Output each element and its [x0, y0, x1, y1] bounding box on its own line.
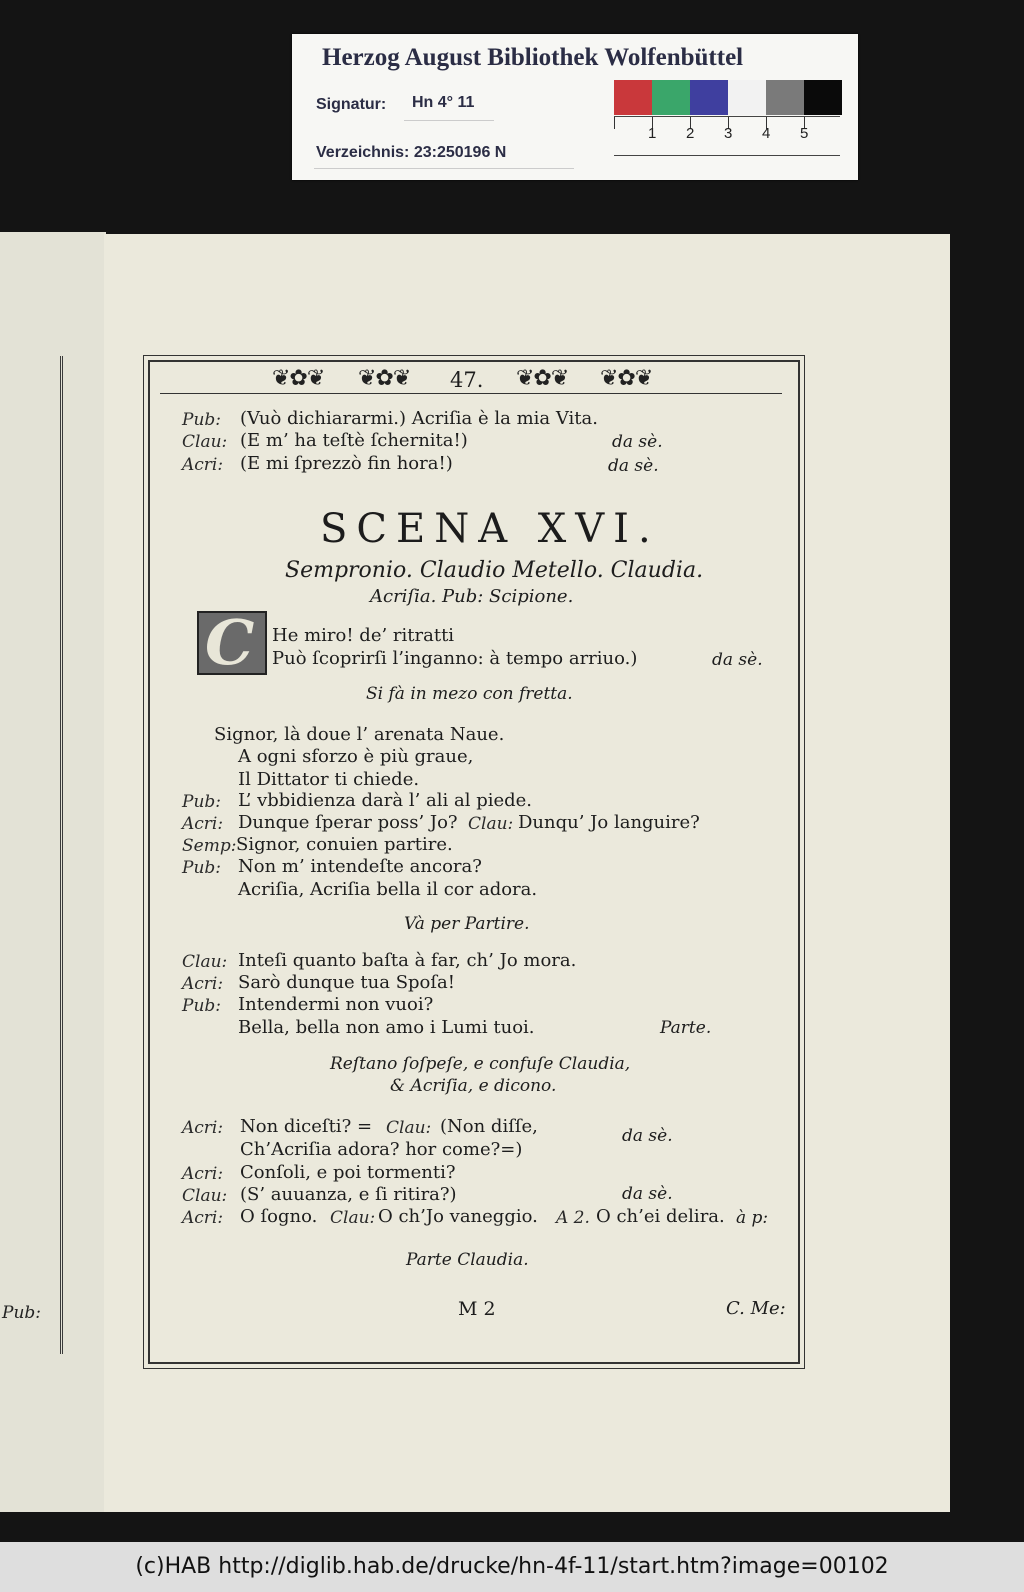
dialogue-line: Può ſcoprirſi l’inganno: à tempo arriuo.) — [272, 648, 638, 669]
verzeichnis-underline — [314, 168, 574, 169]
ornament-icon: ❦✿❦ — [358, 366, 411, 391]
catchword: C. Me: — [726, 1298, 786, 1319]
speaker-label: Pub: — [182, 410, 221, 430]
caption-text: (c)HAB http://diglib.hab.de/drucke/hn-4f-11/start.htm?image=00102 — [135, 1554, 889, 1579]
stage-direction: Si fà in mezo con fretta. — [366, 684, 573, 704]
speaker-label: Semp: — [182, 836, 237, 856]
dialogue-line: Non diceſti? = — [240, 1116, 373, 1137]
dialogue-line: (E m’ ha teſtè ſchernita!) — [240, 430, 468, 451]
copyright-caption — [0, 1542, 1024, 1592]
ornament-icon: ❦✿❦ — [516, 366, 569, 391]
facing-page-frame — [0, 356, 63, 1354]
dialogue-line: Sarò dunque tua Spoſa! — [238, 972, 456, 993]
dialogue-line: Conſoli, e poi tormenti? — [240, 1162, 456, 1183]
library-label — [292, 34, 858, 180]
stage-direction: Reſtano ſoſpeſe, e confuſe Claudia, — [330, 1054, 631, 1074]
speaker-label: Acri: — [182, 814, 224, 834]
green-swatch — [652, 80, 690, 115]
speaker-label: Pub: — [182, 792, 221, 812]
scale-ruler — [614, 116, 840, 162]
speaker-label: Acri: — [182, 455, 224, 475]
aside-direction: à p: — [736, 1208, 769, 1228]
aside-direction: da sè. — [612, 432, 663, 452]
dialogue-line: O ch’ei delira. — [596, 1206, 725, 1227]
signatur-value: Hn 4° 11 — [412, 94, 475, 111]
drop-cap: C — [205, 606, 255, 679]
speaker-label: Acri: — [182, 1118, 224, 1138]
speaker-label: Clau: — [182, 1186, 228, 1206]
scene-heading: SCENA XVI. — [320, 506, 660, 552]
speaker-label: Acri: — [182, 1208, 224, 1228]
exit-direction: Parte. — [660, 1018, 712, 1038]
signature-mark: M 2 — [458, 1298, 496, 1320]
scene-characters: Sempronio. Claudio Metello. Claudia. — [285, 558, 704, 583]
dialogue-line: A ogni sforzo è più graue, — [238, 746, 474, 767]
black-swatch — [804, 80, 842, 115]
stage-direction: Và per Partire. — [404, 914, 530, 934]
dialogue-line: O ſogno. — [240, 1206, 318, 1227]
blue-swatch — [690, 80, 728, 115]
aside-direction: da sè. — [622, 1184, 673, 1204]
signatur-label: Signatur: — [316, 96, 387, 113]
speaker-label: Clau: — [182, 952, 228, 972]
dialogue-line: Dunque ſperar poss’ Jo? — [238, 812, 458, 833]
aside-direction: da sè. — [608, 456, 659, 476]
dialogue-line: Dunqu’ Jo languire? — [518, 812, 700, 833]
dialogue-line: Intendermi non vuoi? — [238, 994, 434, 1015]
gray-swatch — [766, 80, 804, 115]
dialogue-line: Inteſi quanto baſta à far, ch’ Jo mora. — [238, 950, 577, 971]
ruler-number: 1 — [648, 125, 657, 142]
stage-direction: Parte Claudia. — [406, 1250, 529, 1270]
ruler-number: 3 — [724, 125, 733, 142]
dialogue-line: L’ vbbidienza darà l’ ali al piede. — [238, 790, 533, 811]
dialogue-line: Bella, bella non amo i Lumi tuoi. — [238, 1017, 535, 1038]
dialogue-line: Ch’Acriſia adora? hor come?=) — [240, 1139, 523, 1160]
speaker-label: Clau: — [468, 814, 514, 834]
dialogue-line: (S’ auuanza, e ſi ritira?) — [240, 1184, 457, 1205]
scene-characters: Acriſia. Pub: Scipione. — [370, 586, 574, 607]
dialogue-line: Signor, conuien partire. — [236, 834, 453, 855]
ornament-icon: ❦✿❦ — [272, 366, 325, 391]
verzeichnis: Verzeichnis: 23:250196 N — [316, 144, 507, 161]
stage-direction: & Acriſia, e dicono. — [390, 1076, 557, 1096]
dialogue-line: (Vuò dichiararmi.) Acriſia è la mia Vita. — [240, 408, 598, 429]
dialogue-line: Acriſia, Acriſia bella il cor adora. — [238, 879, 538, 900]
ruler-number: 4 — [762, 125, 771, 142]
speaker-label: Clau: — [330, 1208, 376, 1228]
speaker-label: Clau: — [182, 432, 228, 452]
white-swatch — [728, 80, 766, 115]
header-rule — [160, 393, 782, 394]
speaker-label: Acri: — [182, 1164, 224, 1184]
dialogue-line: (Non diſſe, — [440, 1116, 538, 1137]
dialogue-line: (E mi ſprezzò fin hora!) — [240, 453, 453, 474]
facing-page-speaker: Pub: — [2, 1303, 41, 1323]
speaker-label: Pub: — [182, 858, 221, 878]
ruler-number: 2 — [686, 125, 695, 142]
ruler-number: 5 — [800, 125, 809, 142]
page-number: 47. — [450, 368, 484, 392]
speaker-label: Acri: — [182, 974, 224, 994]
ornament-icon: ❦✿❦ — [600, 366, 653, 391]
aside-direction: da sè. — [622, 1126, 673, 1146]
speaker-label: Clau: — [386, 1118, 432, 1138]
signatur-underline — [404, 120, 494, 121]
dialogue-line: Non m’ intendeſte ancora? — [238, 856, 482, 877]
dialogue-line: Il Dittator ti chiede. — [238, 769, 420, 790]
red-swatch — [614, 80, 652, 115]
speaker-label: A 2. — [556, 1208, 590, 1228]
library-name: Herzog August Bibliothek Wolfenbüttel — [322, 44, 744, 71]
aside-direction: da sè. — [712, 650, 763, 670]
speaker-label: Pub: — [182, 996, 221, 1016]
dialogue-line: O ch’Jo vaneggio. — [378, 1206, 538, 1227]
dialogue-line: He miro! de’ ritratti — [272, 625, 455, 646]
dialogue-line: Signor, là doue l’ arenata Naue. — [214, 724, 505, 745]
